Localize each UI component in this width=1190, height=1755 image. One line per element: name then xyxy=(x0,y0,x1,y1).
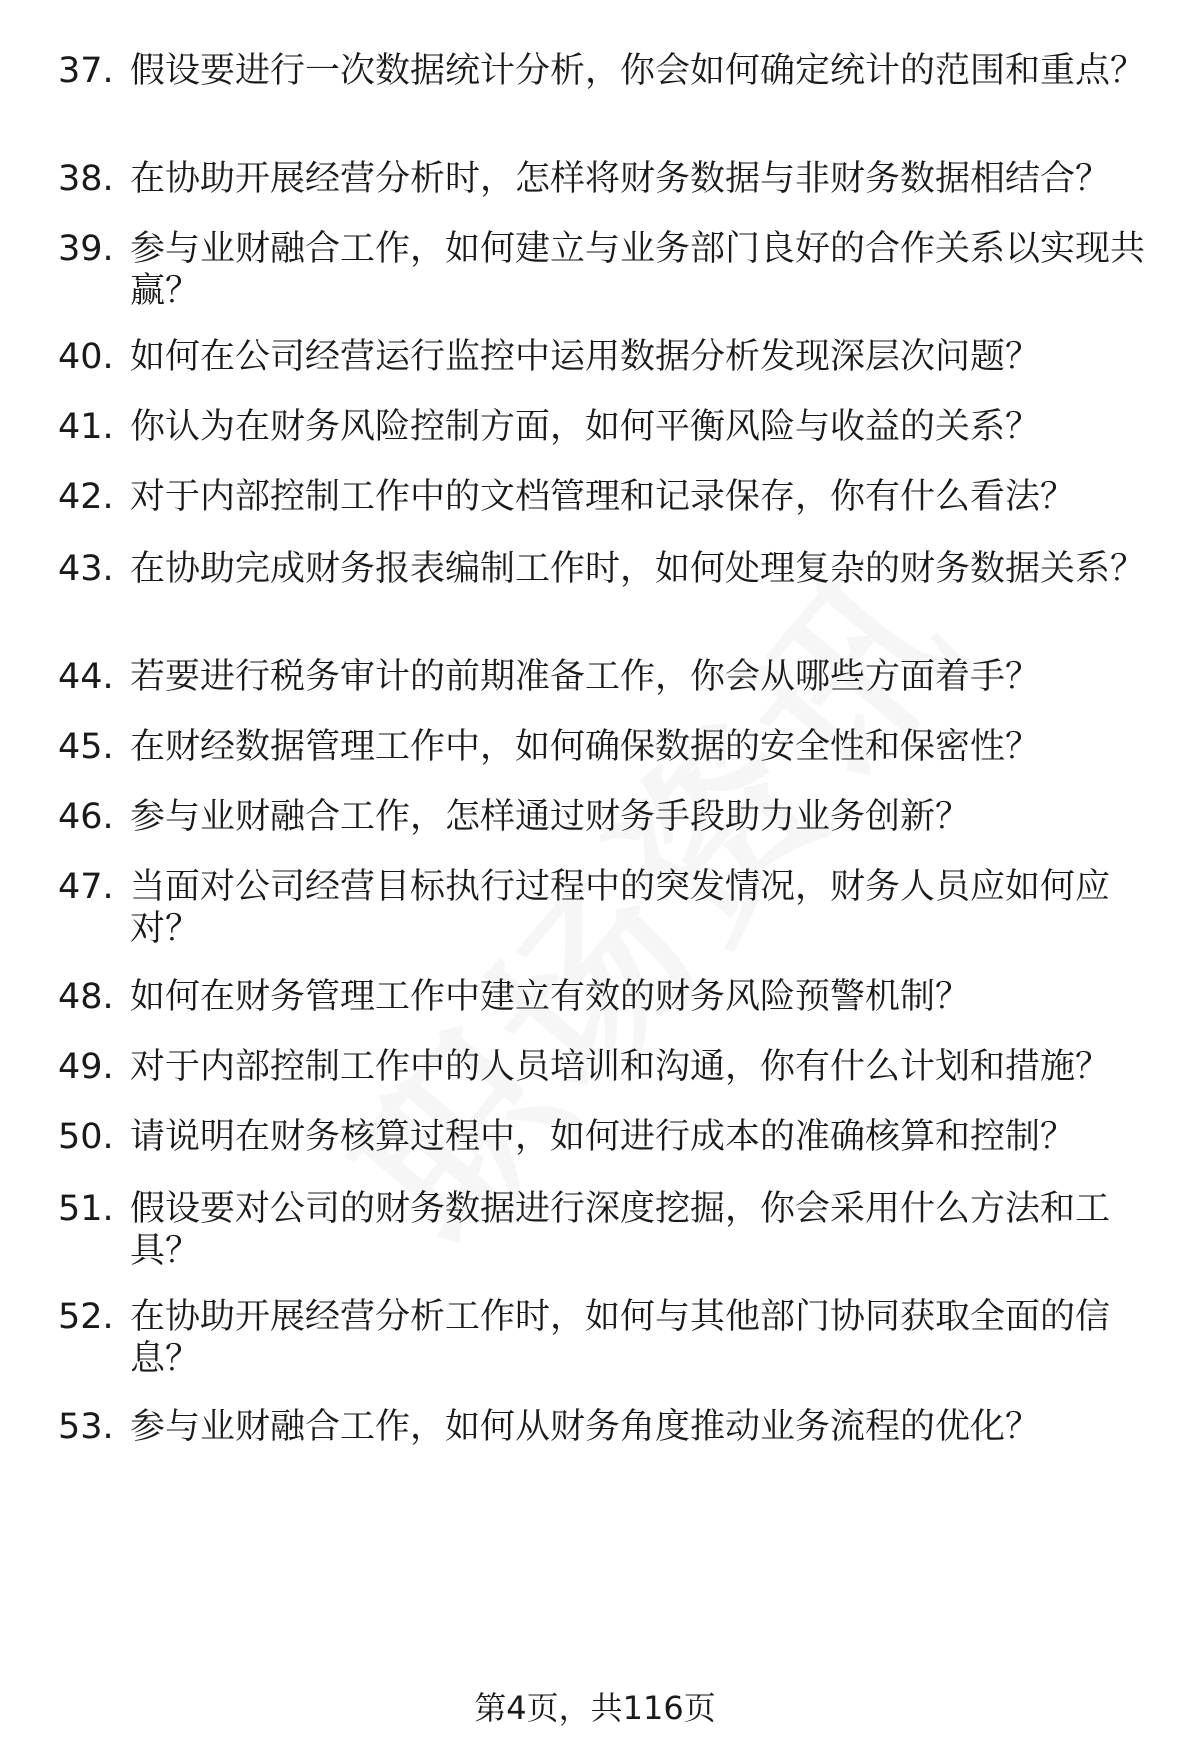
question-text: 在财经数据管理工作中，如何确保数据的安全性和保密性？ xyxy=(130,727,1041,767)
question-number: 51. xyxy=(58,1189,114,1229)
question-item xyxy=(58,796,1148,838)
question-text: 若要进行税务审计的前期准备工作，你会从哪些方面着手？ xyxy=(130,657,1041,697)
question-item xyxy=(58,406,1148,448)
question-text: 在协助开展经营分析工作时，如何与其他部门协同获取全面的信息？ xyxy=(130,1297,1111,1379)
question-number: 50. xyxy=(58,1117,114,1157)
question-number: 47. xyxy=(58,867,114,907)
question-text: 参与业财融合工作，如何建立与业务部门良好的合作关系以实现共赢？ xyxy=(130,229,1146,311)
page-footer: 第4页，共116页 xyxy=(474,1689,716,1727)
question-item xyxy=(58,866,1148,950)
question-text: 当面对公司经营目标执行过程中的突发情况，财务人员应如何应对？ xyxy=(130,867,1111,949)
question-item xyxy=(58,336,1148,378)
question-number: 39. xyxy=(58,229,114,269)
question-number: 49. xyxy=(58,1047,114,1087)
question-number: 42. xyxy=(58,477,114,517)
question-item xyxy=(58,656,1148,698)
question-text: 请说明在财务核算过程中，如何进行成本的准确核算和控制？ xyxy=(130,1117,1076,1157)
question-text: 在协助完成财务报表编制工作时，如何处理复杂的财务数据关系？ xyxy=(130,549,1146,589)
question-text: 假设要对公司的财务数据进行深度挖掘，你会采用什么方法和工具？ xyxy=(130,1189,1111,1271)
question-text: 参与业财融合工作，怎样通过财务手段助力业务创新？ xyxy=(130,797,971,837)
question-item xyxy=(58,726,1148,768)
question-item xyxy=(58,158,1148,200)
question-number: 52. xyxy=(58,1297,114,1337)
question-item xyxy=(58,476,1148,518)
question-text: 对于内部控制工作中的文档管理和记录保存，你有什么看法？ xyxy=(130,477,1076,517)
question-text: 假设要进行一次数据统计分析，你会如何确定统计的范围和重点？ xyxy=(130,51,1146,91)
question-number: 53. xyxy=(58,1407,114,1447)
question-number: 40. xyxy=(58,337,114,377)
question-number: 38. xyxy=(58,159,114,199)
question-item xyxy=(58,1296,1148,1380)
question-number: 43. xyxy=(58,549,114,589)
question-item xyxy=(58,976,1148,1018)
question-item xyxy=(58,1406,1148,1448)
question-text: 你认为在财务风险控制方面，如何平衡风险与收益的关系？ xyxy=(130,407,1041,447)
question-text: 在协助开展经营分析时，怎样将财务数据与非财务数据相结合？ xyxy=(130,159,1111,199)
question-number: 46. xyxy=(58,797,114,837)
question-number: 37. xyxy=(58,51,114,91)
question-number: 45. xyxy=(58,727,114,767)
question-item xyxy=(58,1116,1148,1158)
question-item xyxy=(58,228,1148,312)
question-text: 如何在公司经营运行监控中运用数据分析发现深层次问题？ xyxy=(130,337,1041,377)
question-number: 41. xyxy=(58,407,114,447)
question-text: 对于内部控制工作中的人员培训和沟通，你有什么计划和措施？ xyxy=(130,1047,1111,1087)
question-item xyxy=(58,548,1148,590)
question-text: 参与业财融合工作，如何从财务角度推动业务流程的优化？ xyxy=(130,1407,1041,1447)
question-number: 44. xyxy=(58,657,114,697)
question-item xyxy=(58,1188,1148,1272)
question-text: 如何在财务管理工作中建立有效的财务风险预警机制？ xyxy=(130,977,971,1017)
question-number: 48. xyxy=(58,977,114,1017)
question-item xyxy=(58,1046,1148,1088)
question-item xyxy=(58,50,1148,92)
